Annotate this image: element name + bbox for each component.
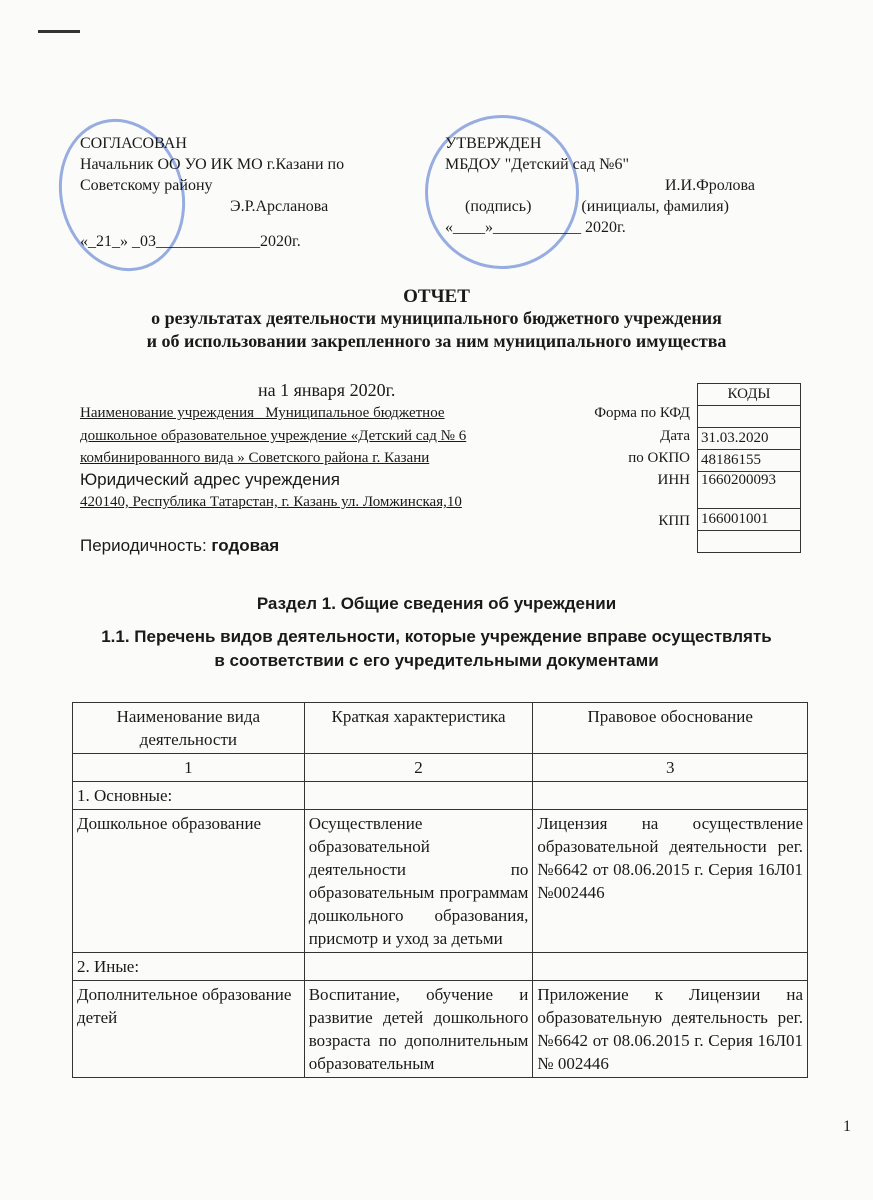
page-number: 1 <box>843 1118 851 1135</box>
col-number: 2 <box>304 754 533 782</box>
address-value: 420140, Республика Татарстан, г. Казань ул. Ломжинская,10 <box>80 494 462 510</box>
approval-left-signer: Э.Р.Арсланова <box>230 198 329 215</box>
code-kfd <box>698 406 801 428</box>
activity-name: Дошкольное образование <box>73 810 305 953</box>
approval-left <box>80 133 344 252</box>
institution-name-2: дошкольное образовательное учреждение «Детский сад № 6 <box>80 428 467 444</box>
table-number-row <box>73 754 808 782</box>
approval-left-line1: Начальник ОО УО ИК МО г.Казани по <box>80 156 345 173</box>
address-label: Юридический адрес учреждения <box>80 470 340 489</box>
activity-legal-basis: Лицензия на осуществление образовательной деятельности рег. №6642 от 08.06.2015 г. Серия 16Л01 №002446 <box>533 810 808 953</box>
report-subtitle-1: о результатах деятельности муниципального бюджетного учреждения <box>151 308 722 328</box>
report-date: на 1 января 2020г. <box>258 380 396 400</box>
section-subtitle-2: в соответствии с его учредительными документами <box>214 651 659 670</box>
table-row <box>73 981 808 1078</box>
institution-name-1: Наименование учреждения Муниципальное бюджетное <box>80 405 445 421</box>
col-number: 1 <box>73 754 305 782</box>
header-description: Краткая характеристика <box>304 703 533 754</box>
group-main: 1. Основные: <box>73 782 305 810</box>
periodicity <box>80 536 279 556</box>
codes-header: КОДЫ <box>698 384 801 406</box>
report-subtitle-2: и об использовании закрепленного за ним муниципального имущества <box>146 331 727 351</box>
approval-right-title: УТВЕРЖДЕН <box>445 135 542 152</box>
periodicity-value: годовая <box>211 536 280 555</box>
sign-caption: (подпись) <box>465 198 532 215</box>
section-subtitle-1: 1.1. Перечень видов деятельности, которые учреждение вправе осуществлять <box>101 627 772 646</box>
activity-description: Воспитание, обучение и развитие детей дошкольного возраста по дополнительным образовательным <box>304 981 533 1078</box>
code-date: 31.03.2020 <box>698 428 801 450</box>
approval-left-date: «_21_» _03_____________2020г. <box>80 233 301 250</box>
approval-right-line1: МБДОУ "Детский сад №6" <box>445 156 629 173</box>
table-row <box>73 810 808 953</box>
scan-mark <box>38 30 80 33</box>
code-okpo: 48186155 <box>698 450 801 472</box>
header-legal-basis: Правовое обоснование <box>533 703 808 754</box>
approval-left-line2: Советскому району <box>80 177 213 194</box>
institution-name-3: комбинированного вида » Советского района г. Казани <box>80 450 430 466</box>
group-other: 2. Иные: <box>73 953 305 981</box>
table-group-row <box>73 953 808 981</box>
code-inn: 1660200093 <box>698 472 801 509</box>
periodicity-label: Периодичность: <box>80 536 212 555</box>
code-blank <box>698 531 801 553</box>
report-title: ОТЧЕТ <box>403 286 470 307</box>
code-label-inn: ИНН <box>657 472 690 488</box>
approval-right-date: «____»___________ 2020г. <box>445 219 626 236</box>
activity-description: Осуществление образовательной деятельности по образовательным программам дошкольного образования, присмотр и уход за детьми <box>304 810 533 953</box>
code-label-kfd: Форма по КФД <box>594 405 690 421</box>
activities-table <box>72 702 808 1078</box>
code-label-date: Дата <box>660 428 690 444</box>
section-title: Раздел 1. Общие сведения об учреждении <box>256 594 617 613</box>
col-number: 3 <box>533 754 808 782</box>
approval-right <box>445 133 815 238</box>
name-caption: (инициалы, фамилия) <box>581 198 729 215</box>
table-group-row <box>73 782 808 810</box>
codes-table <box>697 383 801 553</box>
code-kpp: 166001001 <box>698 509 801 531</box>
approval-left-title: СОГЛАСОВАН <box>80 135 187 152</box>
approval-right-signer: И.И.Фролова <box>665 177 755 194</box>
activity-legal-basis: Приложение к Лицензии на образовательную деятельность рег. №6642 от 08.06.2015 г. Серия 16Л01 № 002446 <box>533 981 808 1078</box>
header-activity: Наименование вида деятельности <box>73 703 305 754</box>
code-label-okpo: по ОКПО <box>628 450 690 466</box>
activity-name: Дополнительное образование детей <box>73 981 305 1078</box>
code-label-kpp: КПП <box>658 513 690 529</box>
table-header-row <box>73 703 808 754</box>
